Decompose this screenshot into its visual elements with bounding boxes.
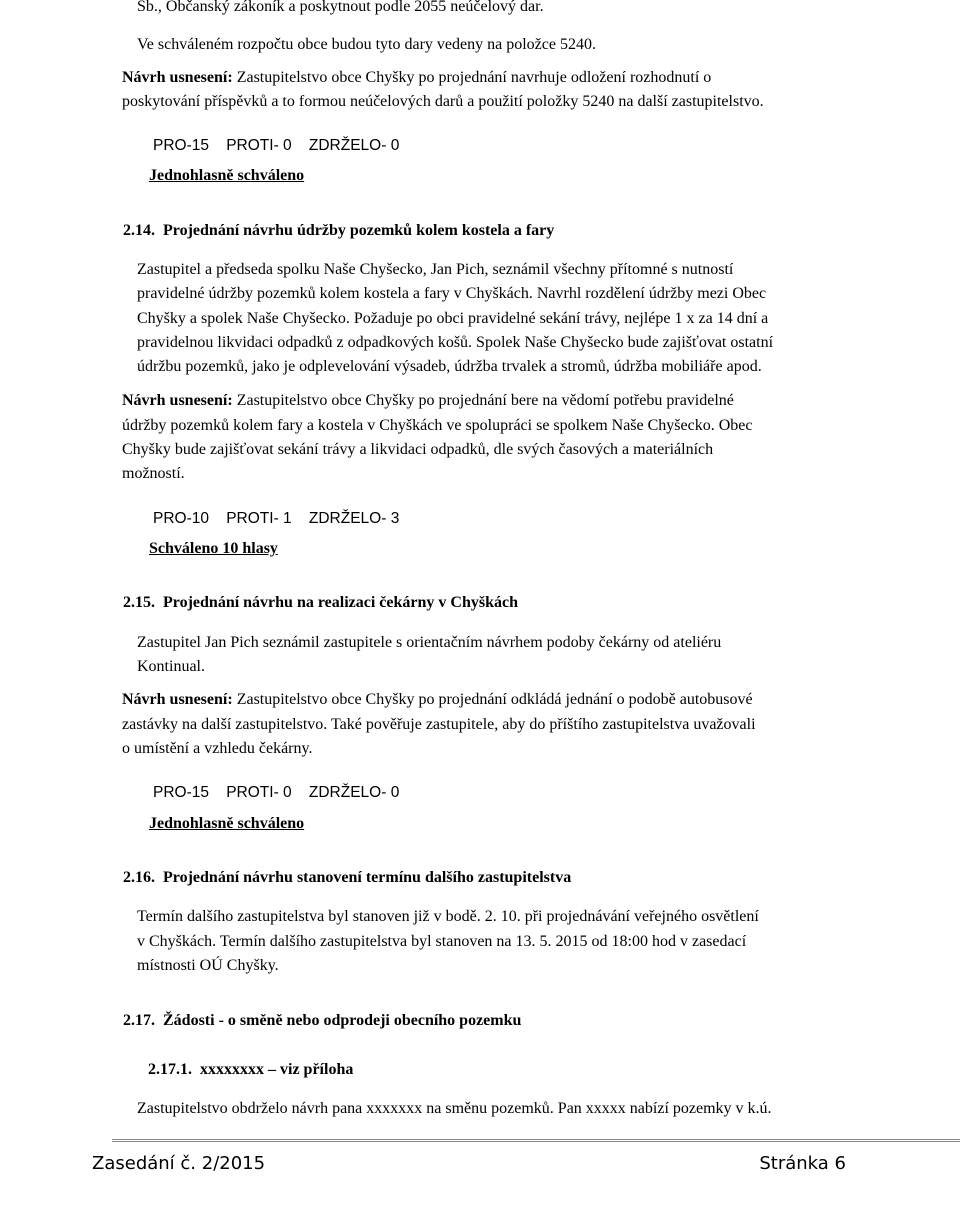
motion-line [122, 68, 711, 88]
motion-label: Návrh usnesení: [122, 392, 233, 409]
text-line: o umístění a vzhledu čekárny. [122, 740, 313, 757]
footer-meeting-number: Zasedání č. 2/2015 [92, 1153, 266, 1174]
motion-label: Návrh usnesení: [122, 69, 233, 86]
section-heading: 2.17. Žádosti - o směně nebo odprodeji obecního pozemku [123, 1012, 522, 1029]
text-line: pravidelnou likvidaci odpadků z odpadkových košů. Spolek Naše Chyšecko bude zajišťovat ostatní [137, 334, 774, 351]
footer-page-number: Stránka 6 [759, 1153, 846, 1174]
text-line: Zastupitel a předseda spolku Naše Chyšecko, Jan Pich, seznámil všechny přítomné s nutností [137, 261, 734, 278]
vote-result: PRO-15 PROTI- 0 ZDRŽELO- 0 [153, 784, 400, 801]
text-line: Ve schváleném rozpočtu obce budou tyto dary vedeny na položce 5240. [137, 36, 596, 53]
footer-divider [112, 1139, 960, 1142]
vote-result: PRO-15 PROTI- 0 ZDRŽELO- 0 [153, 137, 400, 154]
text-line: údržbu pozemků, jako je odplevelování výsadeb, údržba trvalek a stromů, údržba mobiliáře apod. [137, 358, 762, 375]
text-line: místnosti OÚ Chyšky. [137, 957, 279, 974]
text-line: v Chyškách. Termín dalšího zastupitelstva byl stanoven na 13. 5. 2015 od 18:00 hod v zasedací [137, 933, 747, 950]
motion-text: Zastupitelstvo obce Chyšky po projednání odkládá jednání o podobě autobusové [232, 691, 753, 708]
motion-label: Návrh usnesení: [122, 691, 233, 708]
resolution-result: Schváleno 10 hlasy [149, 540, 278, 557]
text-line: Termín dalšího zastupitelstva byl stanoven již v bodě. 2. 10. při projednávání veřejného osvětlení [137, 908, 759, 925]
text-line: pravidelné údržby pozemků kolem kostela a fary v Chyškách. Navrhl rozdělení údržby mezi Obec [137, 285, 767, 302]
text-line: zastávky na další zastupitelstvo. Také pověřuje zastupitele, aby do příštího zastupitelstva uvažovali [122, 716, 756, 733]
text-line: poskytování příspěvků a to formou neúčelových darů a použití položky 5240 na další zastupitelstvo. [122, 93, 764, 110]
motion-text: Zastupitelstvo obce Chyšky po projednání navrhuje odložení rozhodnutí o [232, 69, 712, 86]
text-line: Kontinual. [137, 658, 205, 675]
motion-line [122, 690, 753, 710]
text-line: možností. [122, 465, 185, 482]
text-line: Chyšky a spolek Naše Chyšecko. Požaduje po obci pravidelné sekání trávy, nejlépe 1 x za 14 dní a [137, 310, 769, 327]
resolution-result: Jednohlasně schváleno [149, 815, 305, 832]
motion-text: Zastupitelstvo obce Chyšky po projednání bere na vědomí potřebu pravidelné [232, 392, 734, 409]
section-heading: 2.15. Projednání návrhu na realizaci čekárny v Chyškách [123, 594, 518, 611]
vote-result: PRO-10 PROTI- 1 ZDRŽELO- 3 [153, 510, 400, 527]
text-line: údržby pozemků kolem fary a kostela v Chyškách ve spolupráci se spolkem Naše Chyšecko. Obec [122, 417, 753, 434]
section-heading: 2.16. Projednání návrhu stanovení termínu dalšího zastupitelstva [123, 869, 572, 886]
section-heading: 2.14. Projednání návrhu údržby pozemků kolem kostela a fary [123, 222, 555, 239]
subsection-heading: 2.17.1. xxxxxxxx – viz příloha [148, 1061, 354, 1078]
text-line: Zastupitel Jan Pich seznámil zastupitele s orientačním návrhem podoby čekárny od ateliéru [137, 634, 722, 651]
text-line: Zastupitelstvo obdrželo návrh pana xxxxxxx na směnu pozemků. Pan xxxxx nabízí pozemky v k.ú. [137, 1100, 772, 1117]
resolution-result: Jednohlasně schváleno [149, 167, 305, 184]
text-line: Chyšky bude zajišťovat sekání trávy a likvidaci odpadků, dle svých časových a materiálních [122, 441, 714, 458]
motion-line [122, 391, 734, 411]
text-line: Sb., Občanský zákoník a poskytnout podle 2055 neúčelový dar. [137, 0, 544, 15]
